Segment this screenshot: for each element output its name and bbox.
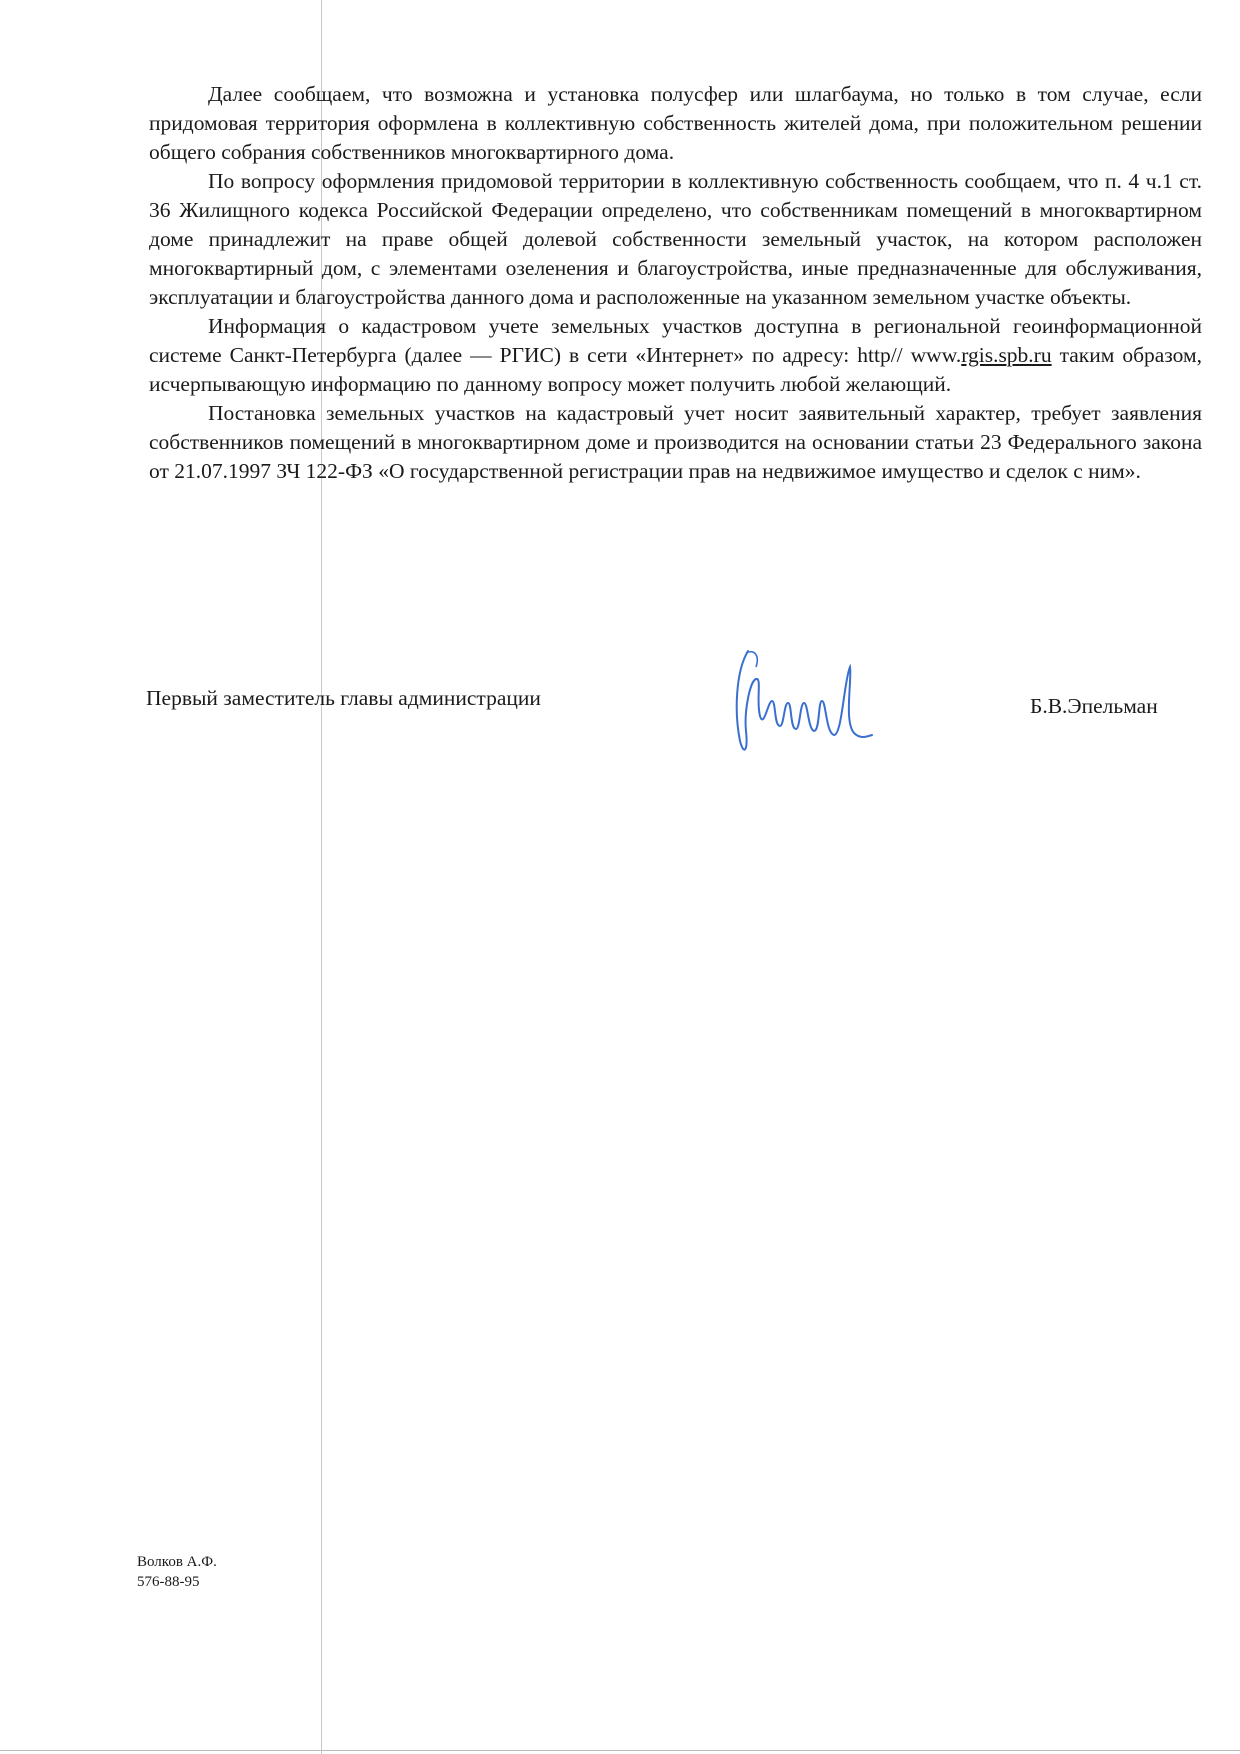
signatory-name: Б.В.Эпельман (1030, 694, 1158, 718)
rgis-text-before: Информация о кадастровом учете земельных участков доступна в региональной геоинформационной системе Санкт-Петербурга (далее — РГИС) в сети «Интернет» по адресу: http// www. (149, 314, 1202, 367)
handwritten-signature (726, 641, 896, 761)
rgis-text-after: таким образом, исчерпывающую информацию по данному вопросу может получить любой желающий. (149, 343, 1202, 396)
executor-name: Волков А.Ф. (137, 1554, 217, 1570)
letter-body (149, 80, 1202, 486)
paragraph-rgis (149, 312, 1202, 399)
paragraph-ownership: По вопросу оформления придомовой территории в коллективную собственность сообщаем, что п. 4 ч.1 ст. 36 Жилищного кодекса Российской Федерации определено, что собственникам помещений в многоквартирном доме принадлежит на праве общей долевой собственности земельный участок, на котором расположен многоквартирный дом, с элементами озеленения и благоустройства, иные предназначенные для обслуживания, эксплуатации и благоустройства данного дома и расположенные на указанном земельном участке объекты. (149, 169, 1202, 309)
rgis-link[interactable]: rgis.spb.ru (961, 343, 1052, 367)
paragraph-cadastral: Постановка земельных участков на кадастровый учет носит заявительный характер, требует заявления собственников помещений в многоквартирном доме и производится на основании статьи 23 Федерального закона от 21.07.1997 ЗЧ 122-ФЗ «О государственной регистрации прав на недвижимое имущество и сделок с ним». (149, 401, 1202, 483)
scan-edge-line (0, 1750, 1240, 1751)
paragraph-barrier: Далее сообщаем, что возможна и установка полусфер или шлагбаума, но только в том случае, если придомовая территория оформлена в коллективную собственность жителей дома, при положительном решении общего собрания собственников многоквартирного дома. (149, 82, 1202, 164)
signatory-title: Первый заместитель главы администрации (146, 686, 541, 710)
executor-phone: 576-88-95 (137, 1574, 200, 1590)
executor-info (137, 1552, 217, 1592)
